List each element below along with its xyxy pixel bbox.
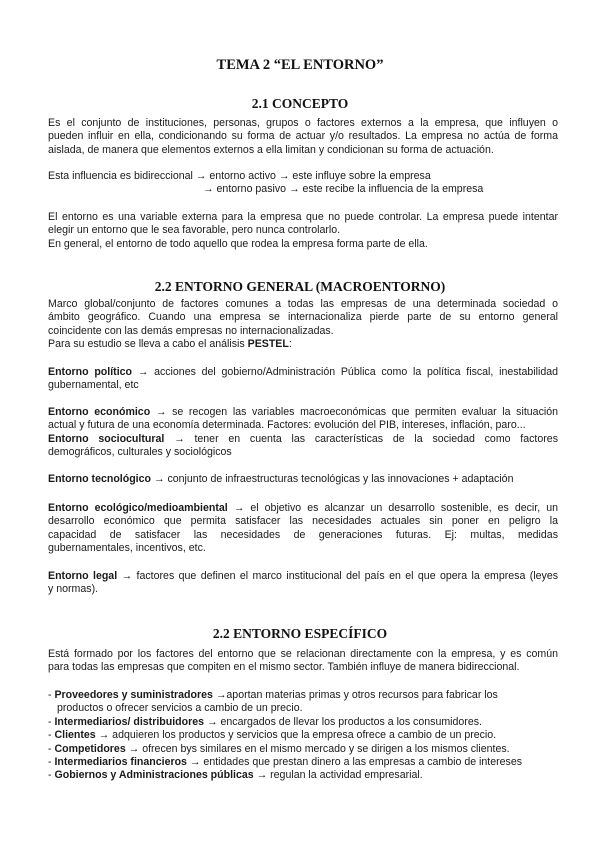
text-line: gubernamentales, incentivos, etc. [48, 542, 206, 555]
list-item [48, 743, 560, 756]
text-line: → entorno pasivo → este recibe la influencia de la empresa [203, 183, 484, 196]
list-item [48, 729, 560, 742]
paragraph-entorno-tecnologico [48, 473, 558, 486]
list-item-text: → ofrecen bys similares en el mismo mercado y se dirigen a los mismos clientes. [125, 742, 510, 755]
text-line [48, 366, 558, 379]
text-fragment: → se recogen las variables macroeconómicas que permiten evaluar la situación [150, 406, 558, 418]
text-line: desarrollo económico que permita satisfacer las necesidades actuales sin poner en peligro la [48, 515, 558, 528]
pestel-term: PESTEL [247, 338, 289, 351]
text-line: actual y futura de una economía determinada. Factores: evolución del PIB, intereses, inflación, paro... [48, 419, 526, 432]
heading-entorno-especifico: 2.2 ENTORNO ESPECÍFICO [212, 626, 388, 641]
text-line: capacidad de satisfacer las necesidades de generaciones futuras. Ej: multas, medidas [48, 528, 558, 541]
list-dash: - [48, 689, 55, 701]
text-line [48, 338, 558, 351]
list-item-text: →aportan materias primas y otros recursos para fabricar los [212, 689, 498, 701]
text-line: ámbito geográfico. Cuando una empresa se internacionaliza pierde parte de su entorno general [48, 311, 558, 324]
heading-entorno-general: 2.2 ENTORNO GENERAL (MACROENTORNO) [154, 279, 446, 294]
paragraph-entorno-variable [48, 211, 558, 251]
list-item [48, 769, 560, 782]
list-item-text: → adquieren los productos y servicios que la empresa ofrece a cambio de un precio. [95, 729, 497, 742]
text-line: pueden influir en ella, condicionando su forma de actuar y/o resultados. La empresa no actúa de forma [48, 130, 558, 143]
text-line [48, 502, 558, 515]
pestel-suffix: : [288, 338, 292, 351]
list-dash: - [48, 742, 55, 755]
text-line: El entorno es una variable externa para la empresa que no puede controlar. La empresa puede intentar [48, 211, 558, 223]
paragraph-entorno-politico [48, 366, 558, 393]
list-item-text: → encargados de llevar los productos a los consumidores. [204, 715, 482, 728]
list-item-term: Intermediarios/ distribuidores [54, 715, 205, 728]
list-item-text: → regulan la actividad empresarial. [253, 769, 423, 782]
heading-concepto: 2.1 CONCEPTO [251, 96, 349, 111]
list-item-term: Competidores [54, 742, 126, 755]
text-line: gubernamental, etc [48, 379, 139, 392]
term-ecologico: Entorno ecológico/medioambiental [48, 502, 228, 514]
text-line: Marco global/conjunto de factores comunes a todas las empresas de una determinada sociedad o [48, 298, 558, 310]
term-legal: Entorno legal [48, 570, 118, 582]
text-line: En general, el entorno de todo aquello que rodea la empresa forma parte de ella. [48, 237, 428, 250]
paragraph-macroentorno-intro [48, 298, 558, 352]
list-item [48, 716, 560, 729]
term-tecnologico: Entorno tecnológico [48, 473, 151, 485]
text-fragment: → conjunto de infraestructuras tecnológicas y las innovaciones + adaptación [151, 473, 514, 485]
term-economico: Entorno económico [48, 406, 151, 418]
text-fragment: → tener en cuenta las características de la sociedad como factores [164, 432, 558, 445]
text-fragment: → factores que definen el marco institucional del país en el que opera la empresa (leyes [117, 570, 559, 582]
text-line: Es el conjunto de instituciones, personas, grupos o factores externos a la empresa, que influyen o [48, 117, 558, 129]
list-item-text: → entidades que prestan dinero a las empresas a cambio de intereses [186, 756, 523, 769]
paragraph-entorno-ecologico [48, 502, 558, 556]
list-dash: - [48, 769, 55, 782]
list-dash: - [48, 715, 55, 728]
text-line [48, 406, 558, 419]
text-line [48, 433, 558, 446]
list-item [48, 689, 560, 702]
text-line [48, 570, 558, 583]
text-fragment: → el objetivo es alcanzar un desarrollo sostenible, es decir, un [227, 502, 558, 514]
text-line: coincidente con las demás empresas no internacionalizadas. [48, 324, 334, 337]
text-line: elegir un entorno que le sea favorable, pero nunca controlarlo. [48, 224, 341, 237]
text-line [48, 473, 558, 486]
list-dash: - [48, 756, 55, 769]
text-line: demográficos, culturales y sociológicos [48, 446, 232, 459]
term-politico: Entorno político [48, 366, 132, 378]
paragraph-entorno-economico [48, 406, 558, 460]
paragraph-especifico-intro [48, 648, 558, 675]
list-item-term: Clientes [54, 729, 96, 742]
specific-environment-list [48, 689, 560, 783]
text-line: aislada, de manera que elementos externos a ella limitan y condicionan su forma de actuación. [48, 143, 494, 156]
document-title: TEMA 2 “EL ENTORNO” [216, 57, 384, 73]
paragraph-concepto-definition [48, 117, 558, 157]
term-sociocultural: Entorno sociocultural [48, 432, 165, 445]
text-fragment: → acciones del gobierno/Administración Pública como la política fiscal, inestabilidad [132, 366, 558, 378]
pestel-prefix: Para su estudio se lleva a cabo el análisis [48, 338, 248, 351]
paragraph-entorno-legal [48, 570, 558, 597]
text-line: para todas las empresas que compiten en el mismo sector. También influye de manera bidireccional. [48, 661, 520, 674]
list-item-term: Gobiernos y Administraciones públicas [54, 769, 254, 782]
list-item-term: Proveedores y suministradores [54, 689, 213, 701]
list-item-continuation: productos o ofrecer servicios a cambio de un precio. [57, 702, 303, 715]
list-item [48, 756, 560, 769]
text-line: y normas). [48, 583, 99, 596]
text-line: Está formado por los factores del entorno que se relacionan directamente con la empresa, y es común [48, 648, 558, 660]
text-line: Esta influencia es bidireccional → entorno activo → este influye sobre la empresa [48, 170, 431, 182]
paragraph-bidirectional [48, 170, 558, 197]
list-item-term: Intermediarios financieros [54, 756, 187, 769]
list-dash: - [48, 729, 55, 742]
